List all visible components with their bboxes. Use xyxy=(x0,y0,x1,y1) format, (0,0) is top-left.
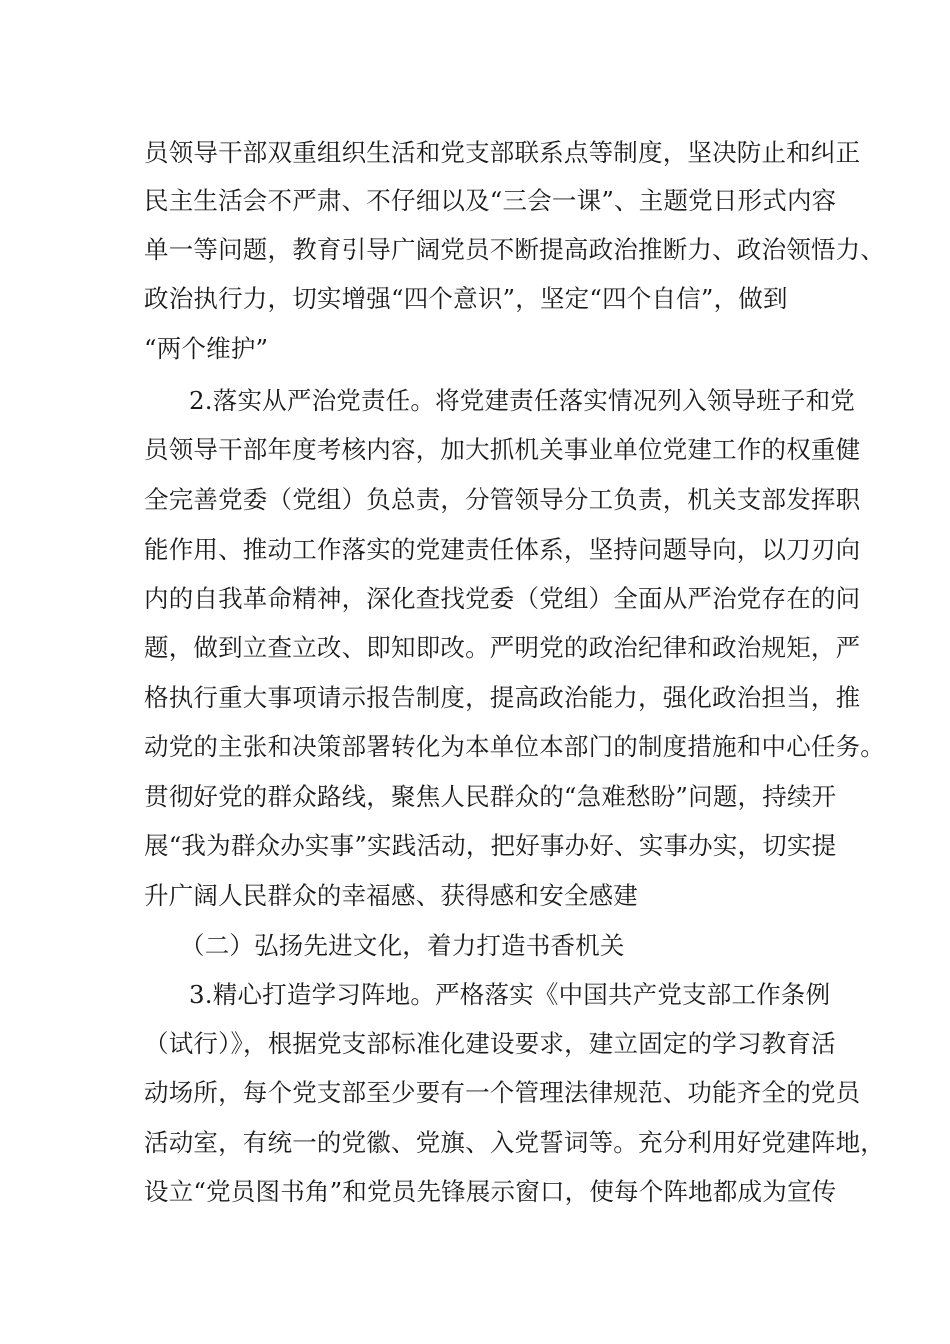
section-heading: 2.落实从严治党责任。将党建责任落实情况列入领导班子和党 xyxy=(189,386,855,415)
text-line: 动党的主张和决策部署转化为本单位本部门的制度措施和中心任务。 xyxy=(144,732,885,761)
text-line: 活动室，有统一的党徽、党旗、入党誓词等。充分利用好党建阵地， xyxy=(144,1128,885,1157)
text-line: 设立“党员图书角”和党员先锋展示窗口，使每个阵地都成为宣传 xyxy=(144,1177,837,1206)
section-heading: 3.精心打造学习阵地。严格落实《中国共产党支部工作条例 xyxy=(189,980,831,1009)
text-line: 展“我为群众办实事”实践活动，把好事办好、实事办实，切实提 xyxy=(144,831,837,860)
text-line: 内的自我革命精神，深化查找党委（党组）全面从严治党存在的问 xyxy=(144,584,861,613)
text-line: 贯彻好党的群众路线，聚焦人民群众的“急难愁盼”问题，持续开 xyxy=(144,782,837,811)
text-line: 政治执行力，切实增强“四个意识”，坚定“四个自信”，做到 xyxy=(144,284,788,313)
text-line: 动场所，每个党支部至少要有一个管理法律规范、功能齐全的党员 xyxy=(144,1078,861,1107)
text-line: “两个维护” xyxy=(144,334,269,363)
text-line: 升广阔人民群众的幸福感、获得感和安全感建 xyxy=(144,881,638,910)
text-line: 能作用、推动工作落实的党建责任体系，坚持问题导向，以刀刃向 xyxy=(144,535,861,564)
text-line: 格执行重大事项请示报告制度，提高政治能力，强化政治担当，推 xyxy=(144,683,861,712)
text-line: 全完善党委（党组）负总责，分管领导分工负责，机关支部发挥职 xyxy=(144,485,861,514)
text-line: 单一等问题，教育引导广阔党员不断提高政治推断力、政治领悟力、 xyxy=(144,235,885,264)
text-line: （试行）》，根据党支部标准化建设要求，建立固定的学习教育活 xyxy=(144,1029,836,1058)
section-heading: （二）弘扬先进文化，着力打造书香机关 xyxy=(180,931,625,960)
text-line: 员领导干部年度考核内容，加大抓机关事业单位党建工作的权重健 xyxy=(144,435,861,464)
text-line: 民主生活会不严肃、不仔细以及“三会一课”、主题党日形式内容 xyxy=(144,186,837,215)
text-line: 题，做到立查立改、即知即改。严明党的政治纪律和政治规矩，严 xyxy=(144,633,861,662)
text-line: 员领导干部双重组织生活和党支部联系点等制度，坚决防止和纠正 xyxy=(144,138,861,167)
